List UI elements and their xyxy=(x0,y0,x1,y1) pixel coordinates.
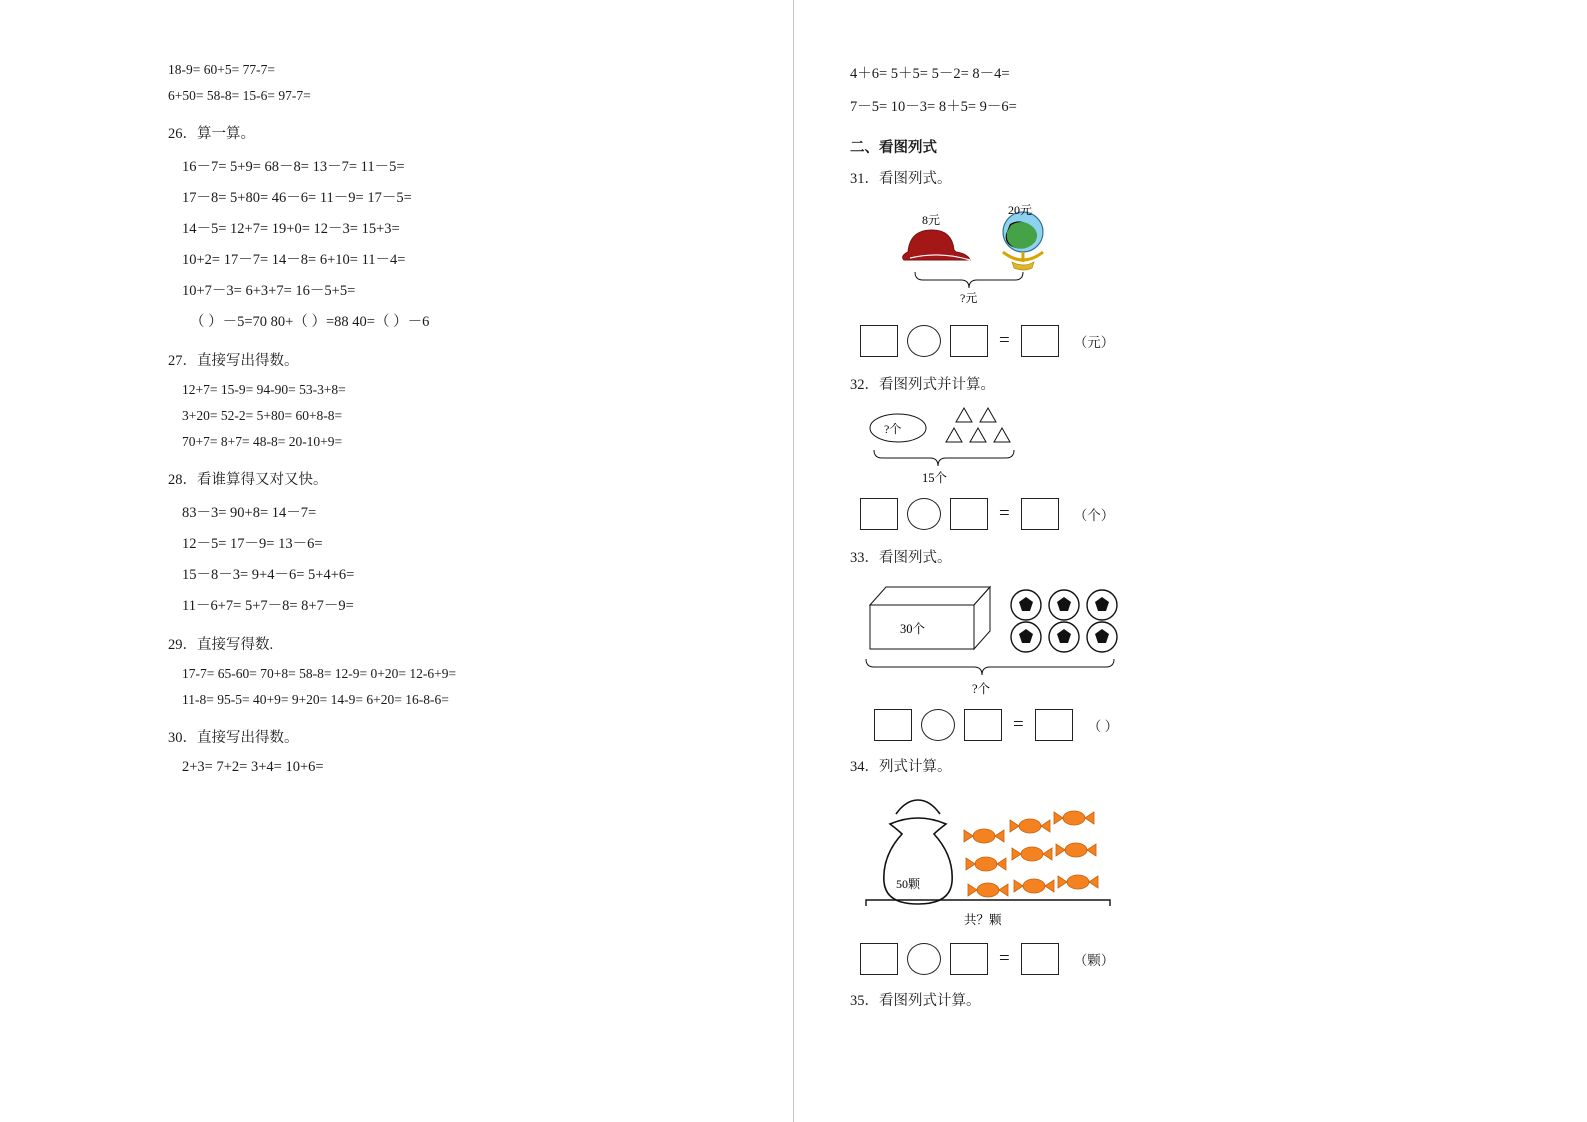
globe-icon xyxy=(1003,212,1043,270)
exercise-row: 12－5= 17－9= 13－6= xyxy=(182,536,323,552)
unit-label: （元） xyxy=(1073,335,1115,350)
exercise-row: 10+7－3= 6+3+7= 16－5+5= xyxy=(182,283,356,299)
exercise-row: 15－8－3= 9+4－6= 5+4+6= xyxy=(182,567,355,583)
result-box[interactable] xyxy=(1021,498,1059,530)
exercise-row: 3+20= 52-2= 5+80= 60+8-8= xyxy=(182,408,343,423)
question-27-title: 27．直接写出得数。 xyxy=(168,353,299,369)
equation-row-31 xyxy=(850,325,1557,357)
result-box[interactable] xyxy=(1021,943,1059,975)
unit-label: （个） xyxy=(1073,508,1115,523)
operator-circle[interactable] xyxy=(921,709,955,741)
answer-box[interactable] xyxy=(964,709,1002,741)
operator-circle[interactable] xyxy=(907,498,941,530)
question-28-title: 28．看谁算得又对又快。 xyxy=(168,472,328,488)
question-35-title: 35．看图列式计算。 xyxy=(850,993,981,1009)
equation-row-33 xyxy=(850,709,1557,741)
box-count-label: 30个 xyxy=(900,622,926,636)
answer-box[interactable] xyxy=(860,498,898,530)
question-33 xyxy=(850,546,1557,741)
figure-bag-candies xyxy=(860,788,1557,933)
question-32 xyxy=(850,373,1557,530)
unit-label: （ ） xyxy=(1087,719,1119,734)
question-27 xyxy=(168,349,773,450)
figure-hat-globe xyxy=(860,200,1557,315)
exercise-row: 12+7= 15-9= 94-90= 53-3+8= xyxy=(182,382,346,397)
question-26 xyxy=(168,122,773,331)
answer-box[interactable] xyxy=(950,943,988,975)
question-31-title: 31．看图列式。 xyxy=(850,171,952,187)
question-29-title: 29．直接写得数. xyxy=(168,637,274,653)
bag-count-label: 50颗 xyxy=(896,877,921,891)
exercise-row: 7－5= 10－3= 8＋5= 9－6= xyxy=(850,99,1017,115)
equals-sign: = xyxy=(999,330,1010,351)
answer-box[interactable] xyxy=(860,943,898,975)
equals-sign: = xyxy=(999,948,1010,969)
exercise-row: 14－5= 12+7= 19+0= 12－3= 15+3= xyxy=(182,221,400,237)
operator-circle[interactable] xyxy=(907,325,941,357)
question-30-title: 30．直接写出得数。 xyxy=(168,730,299,746)
total-label: 15个 xyxy=(922,471,948,485)
unknown-label: ?个 xyxy=(884,422,902,436)
exercise-row: 17－8= 5+80= 46－6= 11－9= 17－5= xyxy=(182,190,412,206)
question-28 xyxy=(168,468,773,615)
left-column xyxy=(0,0,793,1122)
equals-sign: = xyxy=(999,503,1010,524)
right-column xyxy=(793,0,1587,1122)
exercise-row: 10+2= 17－7= 14－8= 6+10= 11－4= xyxy=(182,252,406,268)
exercise-row: 16－7= 5+9= 68－8= 13－7= 11－5= xyxy=(182,159,405,175)
question-34-title: 34．列式计算。 xyxy=(850,759,952,775)
unit-label: （颗） xyxy=(1073,953,1115,968)
exercise-row: 70+7= 8+7= 48-8= 20-10+9= xyxy=(182,434,343,449)
question-35 xyxy=(850,989,1557,1010)
exercise-row: 17-7= 65-60= 70+8= 58-8= 12-9= 0+20= 12-6+9= xyxy=(182,666,457,681)
bag-icon xyxy=(884,800,952,904)
total-label: 共？颗 xyxy=(964,913,1002,927)
exercise-row: 18-9= 60+5= 77-7= xyxy=(168,62,275,77)
question-26-title: 26．算一算。 xyxy=(168,126,255,142)
globe-price-label: 20元 xyxy=(1008,203,1033,217)
question-30 xyxy=(168,726,773,776)
question-29 xyxy=(168,633,773,708)
candy-group xyxy=(964,811,1098,897)
exercise-row: 83－3= 90+8= 14－7= xyxy=(182,505,317,521)
left-top-rows xyxy=(168,62,773,104)
question-33-title: 33．看图列式。 xyxy=(850,550,952,566)
soccer-ball-group xyxy=(1011,590,1117,652)
exercise-row: 11－6+7= 5+7－8= 8+7－9= xyxy=(182,598,354,614)
exercise-row: （ ）－5=70 80+（ ）=88 40=（ ）－6 xyxy=(190,314,430,330)
operator-circle[interactable] xyxy=(907,943,941,975)
exercise-row: 11-8= 95-5= 40+9= 9+20= 14-9= 6+20= 16-8-6= xyxy=(182,692,449,707)
hat-price-label: 8元 xyxy=(922,213,941,227)
equals-sign: = xyxy=(1013,714,1024,735)
equation-row-32 xyxy=(850,498,1557,530)
exercise-row: 4＋6= 5＋5= 5－2= 8－4= xyxy=(850,66,1010,82)
figure-triangles xyxy=(860,406,1557,488)
section-title: 二、看图列式 xyxy=(850,140,937,156)
result-box[interactable] xyxy=(1021,325,1059,357)
answer-box[interactable] xyxy=(874,709,912,741)
exercise-row: 6+50= 58-8= 15-6= 97-7= xyxy=(168,88,311,103)
answer-box[interactable] xyxy=(950,325,988,357)
question-34 xyxy=(850,755,1557,975)
answer-box[interactable] xyxy=(860,325,898,357)
answer-box[interactable] xyxy=(950,498,988,530)
triangle-group xyxy=(946,408,1010,442)
exercise-row: 2+3= 7+2= 3+4= 10+6= xyxy=(182,759,324,775)
box-icon xyxy=(870,587,990,649)
equation-row-34 xyxy=(850,943,1557,975)
total-label: ?个 xyxy=(972,682,991,696)
hat-icon xyxy=(903,230,970,260)
figure-box-balls xyxy=(860,579,1557,699)
question-31 xyxy=(850,167,1557,357)
result-box[interactable] xyxy=(1035,709,1073,741)
question-32-title: 32．看图列式并计算。 xyxy=(850,377,995,393)
right-top-rows xyxy=(850,62,1557,116)
total-label: ?元 xyxy=(960,291,978,305)
